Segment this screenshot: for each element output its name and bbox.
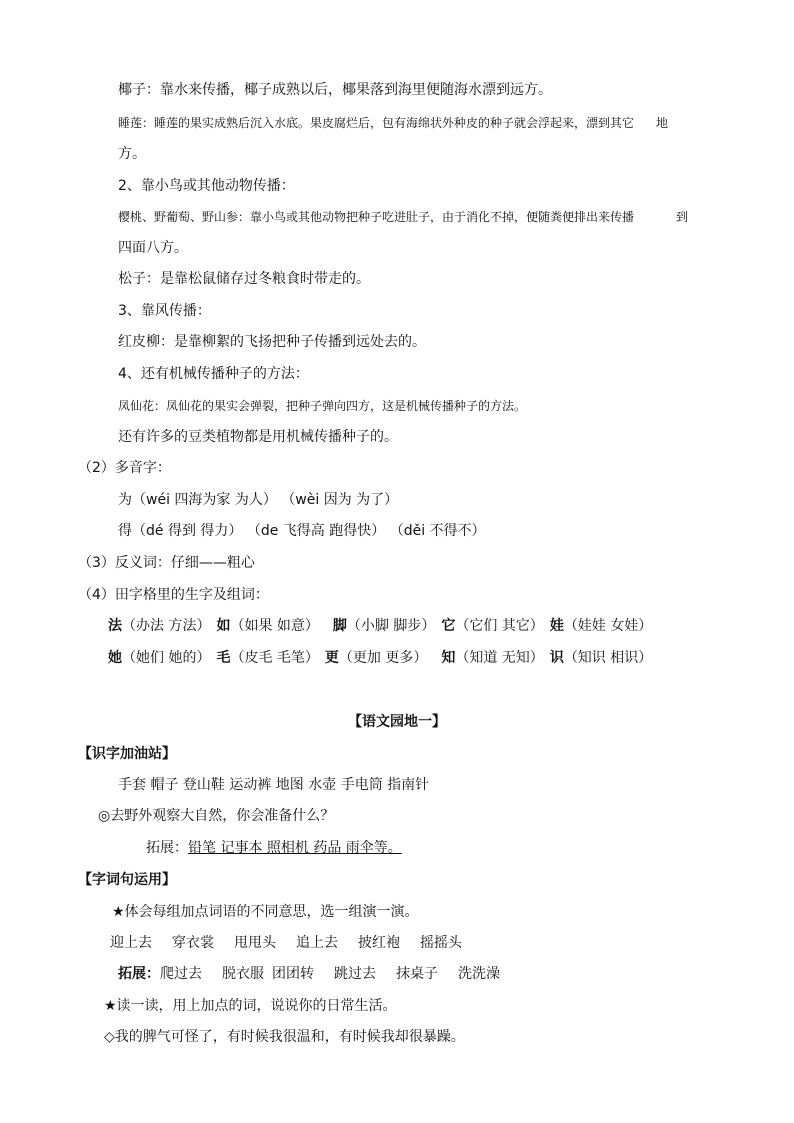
word-item: 摇摇头 — [420, 935, 462, 951]
water-lily-text: 睡莲：睡莲的果实成熟后沉入水底。果皮腐烂后，包有海绵状外种皮的种子就会浮起来，漂到其它 — [118, 116, 635, 130]
balsam-line: 凤仙花：凤仙花的果实会弹裂，把种子弹向四方，这是机械传播种子的方法。 — [118, 399, 527, 413]
outdoor-question: ◎去野外观察大自然，你会准备什么？ — [98, 808, 335, 824]
word-group-1 — [110, 933, 462, 953]
antonym-line: （3）反义词：仔细——粗心 — [78, 555, 255, 571]
water-lily-tail: 地 — [656, 116, 669, 130]
polyphone-de: 得（dé 得到 得力） （de 飞得高 跑得快） （děi 不得不） — [118, 523, 486, 539]
word-item: 脱衣服 — [222, 966, 264, 982]
temper-sentence: ◇我的脾气可怪了，有时候我很温和，有时候我却很暴躁。 — [104, 1029, 465, 1045]
water-lily-line — [118, 113, 668, 133]
char-item: 她 — [108, 650, 122, 666]
word-group-2 — [118, 964, 500, 984]
char-item: 如 — [216, 618, 231, 634]
polyphone-wei: 为（wéi 四海为家 为人） （wèi 因为 为了） — [118, 492, 399, 508]
char-item: 娃 — [549, 618, 564, 634]
coconut-line: 椰子：靠水来传播，椰子成熟以后，椰果落到海里便随海水漂到远方。 — [118, 82, 552, 98]
char-words: （娃娃 女娃） — [563, 618, 653, 634]
polyphone-heading: （2）多音字： — [78, 460, 171, 476]
new-chars-heading: （4）田字格里的生字及组词： — [78, 587, 269, 603]
act-out-instruction: ★体会每组加点词语的不同意思，选一组演一演。 — [112, 904, 419, 920]
water-lily-cont: 方。 — [118, 146, 146, 162]
animal-spread-tail: 到 — [676, 210, 689, 224]
extension-line — [146, 838, 402, 858]
pine-nut-line: 松子：是靠松鼠储存过冬粮食时带走的。 — [118, 271, 370, 287]
char-item: 更 — [324, 650, 339, 666]
word-item: 穿衣裳 — [172, 935, 214, 951]
word-item: 洗洗澡 — [458, 966, 500, 982]
char-words: （办法 方法） — [122, 618, 211, 634]
chars-row-1 — [108, 616, 652, 636]
char-words: （它们 其它） — [455, 618, 544, 634]
method-3-heading: 3、靠风传播： — [118, 303, 211, 319]
char-words: （小脚 脚步） — [346, 618, 436, 634]
word-item: 爬过去 — [160, 966, 202, 982]
char-words: （知识 相识） — [563, 650, 653, 666]
extension-label: 拓展： — [146, 840, 188, 856]
red-willow-line: 红皮柳：是靠柳絮的飞扬把种子传播到远处去的。 — [118, 334, 426, 350]
word-item: 跳过去 — [334, 966, 376, 982]
word-item: 团团转 — [272, 966, 314, 982]
word-item: 迎上去 — [110, 935, 152, 951]
animal-spread-text: 樱桃、野葡萄、野山参：靠小鸟或其他动物把种子吃进肚子，由于消化不掉，便随粪便排出来传播 — [118, 210, 635, 224]
word-item: 抹桌子 — [396, 966, 438, 982]
char-words: （知道 无知） — [455, 650, 544, 666]
extension-answer: 铅笔 记事本 照相机 药品 雨伞等。 — [188, 840, 402, 856]
method-4-heading: 4、还有机械传播种子的方法： — [118, 366, 309, 382]
chars-row-2 — [108, 648, 652, 668]
extension-label-2: 拓展： — [118, 966, 160, 982]
word-item: 追上去 — [296, 935, 338, 951]
words-usage-heading: 【字词句运用】 — [78, 872, 176, 888]
word-item: 披红袍 — [358, 935, 400, 951]
char-item: 法 — [108, 618, 122, 634]
char-item: 毛 — [216, 650, 231, 666]
char-words: （更加 更多） — [338, 650, 428, 666]
section-title: 【语文园地一】 — [348, 714, 446, 730]
literacy-items: 手套 帽子 登山鞋 运动裤 地图 水壶 手电筒 指南针 — [118, 777, 430, 793]
char-words: （皮毛 毛笔） — [230, 650, 319, 666]
word-item: 甩甩头 — [234, 935, 276, 951]
animal-spread-cont: 四面八方。 — [118, 240, 188, 256]
char-item: 知 — [441, 650, 456, 666]
char-item: 识 — [549, 650, 564, 666]
bean-line: 还有许多的豆类植物都是用机械传播种子的。 — [118, 429, 398, 445]
char-words: （如果 如意） — [230, 618, 319, 634]
method-2-heading: 2、靠小鸟或其他动物传播： — [118, 178, 295, 194]
daily-life-instruction: ★读一读，用上加点的词，说说你的日常生活。 — [104, 998, 397, 1014]
char-item: 它 — [441, 618, 456, 634]
literacy-heading: 【识字加油站】 — [78, 746, 176, 762]
char-item: 脚 — [332, 618, 347, 634]
char-words: （她们 她的） — [122, 650, 211, 666]
animal-spread-line — [118, 207, 688, 227]
